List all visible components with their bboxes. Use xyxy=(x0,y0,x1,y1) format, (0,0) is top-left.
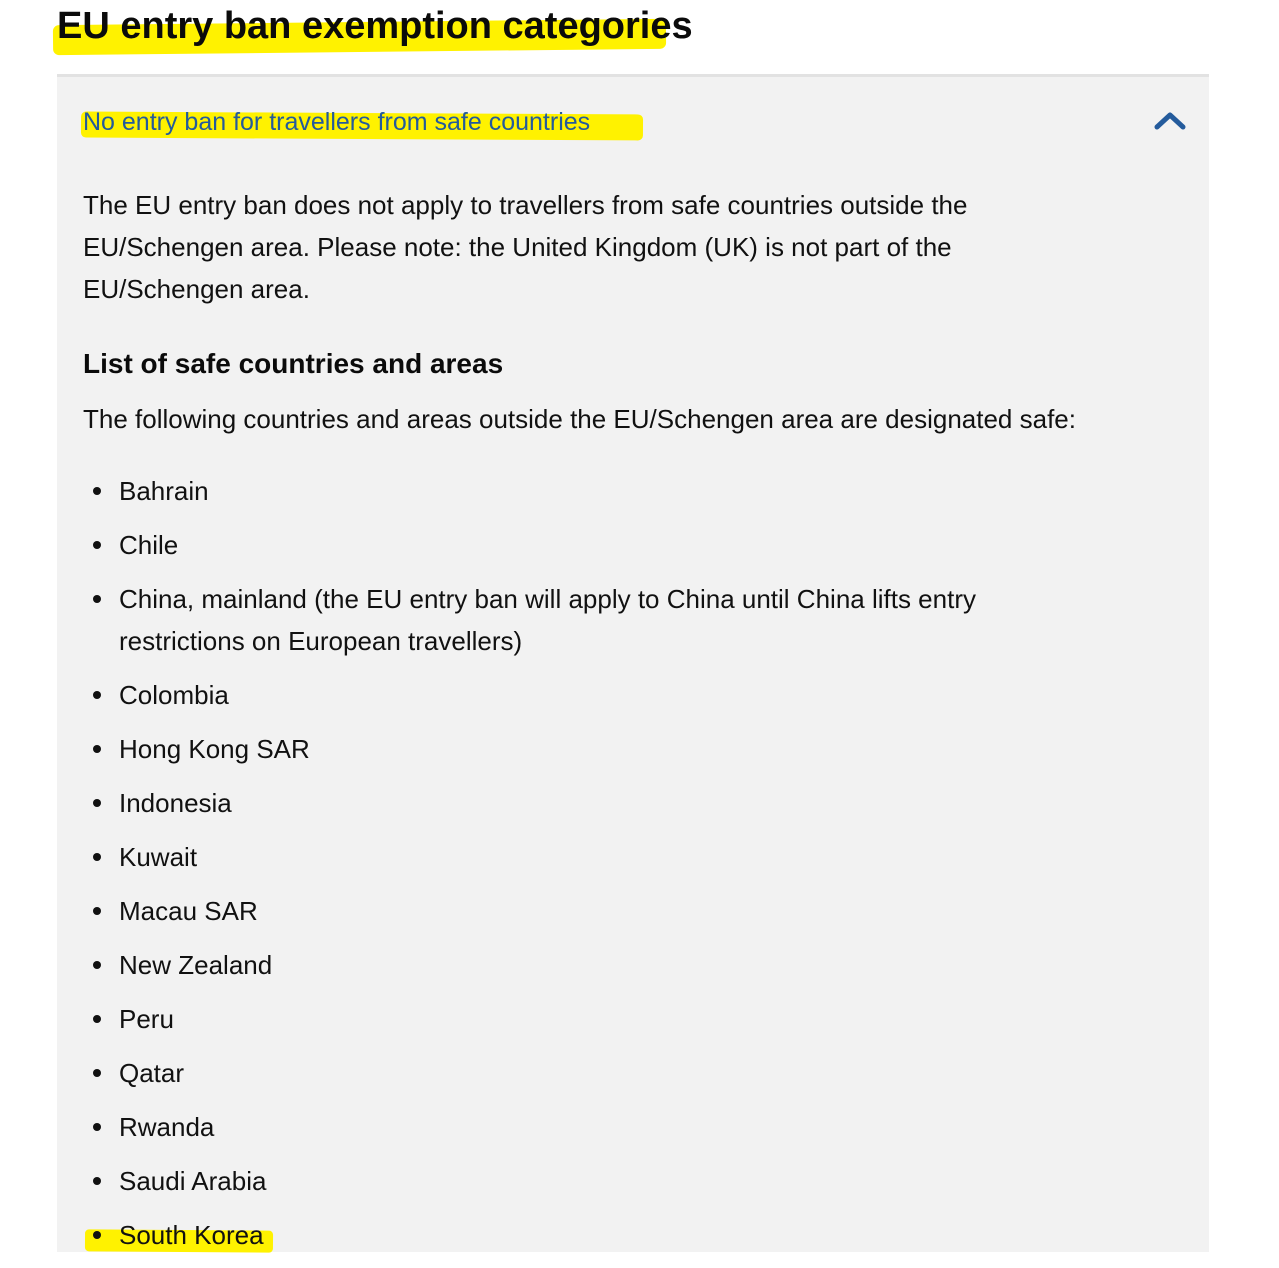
list-item xyxy=(83,728,1059,770)
country-name: Colombia xyxy=(119,680,229,710)
country-name: Kuwait xyxy=(119,842,198,872)
country-name: New Zealand xyxy=(119,950,273,980)
country-name: Qatar xyxy=(119,1058,185,1088)
bullet-icon xyxy=(93,691,101,699)
accordion-safe-countries xyxy=(57,74,1209,1252)
accordion-header[interactable] xyxy=(57,77,1209,169)
bullet-icon xyxy=(93,961,101,969)
accordion-body xyxy=(83,184,1163,1268)
bullet-icon xyxy=(93,799,101,807)
bullet-icon xyxy=(93,907,101,915)
list-heading: List of safe countries and areas xyxy=(83,348,504,379)
list-item-highlighted xyxy=(83,1214,1059,1256)
accordion-title[interactable]: No entry ban for travellers from safe countries xyxy=(83,108,591,136)
list-item xyxy=(83,470,1059,512)
country-name: Chile xyxy=(119,530,179,560)
country-list xyxy=(83,470,1163,1256)
list-item xyxy=(83,944,1059,986)
bullet-icon xyxy=(93,1177,101,1185)
country-name: Macau SAR xyxy=(119,896,258,926)
country-name: South Korea xyxy=(119,1220,264,1250)
page-title-wrap xyxy=(57,0,693,60)
country-name: Peru xyxy=(119,1004,174,1034)
bullet-icon xyxy=(93,595,101,603)
list-item xyxy=(83,578,1059,662)
country-name: Saudi Arabia xyxy=(119,1166,267,1196)
chevron-up-icon[interactable] xyxy=(1153,105,1187,135)
bullet-icon xyxy=(93,1015,101,1023)
list-item xyxy=(83,524,1059,566)
list-item xyxy=(83,782,1059,824)
country-name: Indonesia xyxy=(119,788,232,818)
list-item xyxy=(83,836,1059,878)
page-title: EU entry ban exemption categories xyxy=(57,5,693,47)
bullet-icon xyxy=(93,1231,101,1239)
list-item xyxy=(83,1160,1059,1202)
accordion-intro: The EU entry ban does not apply to travellers from safe countries outside the EU/Schengen area. Please note: the United Kingdom (UK) is not part of the EU/Schengen area. xyxy=(83,190,968,304)
list-item xyxy=(83,1106,1059,1148)
list-intro: The following countries and areas outside the EU/Schengen area are designated safe: xyxy=(83,404,1076,434)
country-name: Bahrain xyxy=(119,476,209,506)
bullet-icon xyxy=(93,1123,101,1131)
bullet-icon xyxy=(93,853,101,861)
bullet-icon xyxy=(93,1069,101,1077)
list-item xyxy=(83,890,1059,932)
country-name: Rwanda xyxy=(119,1112,215,1142)
country-name: Hong Kong SAR xyxy=(119,734,310,764)
list-item xyxy=(83,998,1059,1040)
bullet-icon xyxy=(93,487,101,495)
list-item xyxy=(83,674,1059,716)
list-item xyxy=(83,1052,1059,1094)
bullet-icon xyxy=(93,541,101,549)
bullet-icon xyxy=(93,745,101,753)
accordion-title-wrap xyxy=(83,105,590,139)
country-name: China, mainland (the EU entry ban will apply to China until China lifts entry restrictions on European travellers) xyxy=(119,584,976,656)
